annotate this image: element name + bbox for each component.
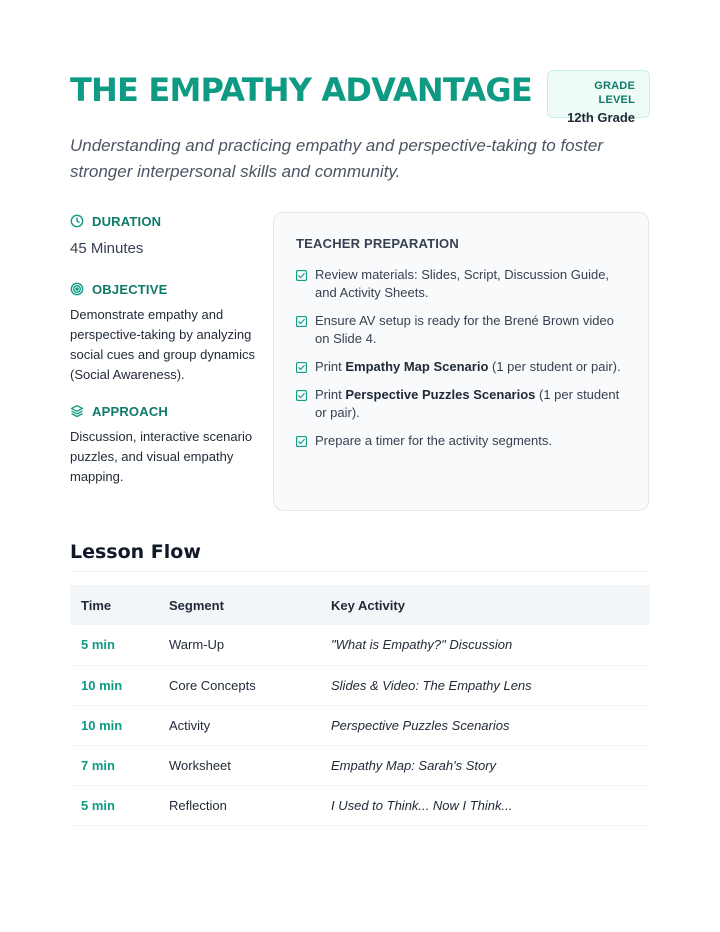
activity-cell: Perspective Puzzles Scenarios xyxy=(320,705,650,745)
checkbox-checked-icon xyxy=(296,316,307,327)
checklist-item-text: Review materials: Slides, Script, Discussion Guide, and Activity Sheets. xyxy=(315,267,610,300)
teacher-preparation-card xyxy=(273,212,649,511)
lesson-flow-table xyxy=(70,585,650,826)
approach-text: Discussion, interactive scenario puzzles, and visual empathy mapping. xyxy=(70,429,253,484)
lesson-flow-title: Lesson Flow xyxy=(70,541,201,563)
time-cell: 10 min xyxy=(70,705,158,745)
duration-label: DURATION xyxy=(92,213,162,229)
grade-level-label: GRADE LEVEL xyxy=(594,80,635,106)
segment-cell: Reflection xyxy=(158,785,320,825)
activity-cell: "What is Empathy?" Discussion xyxy=(320,625,650,665)
table-header-row xyxy=(70,585,650,625)
time-cell: 5 min xyxy=(70,625,158,665)
table-row xyxy=(70,785,650,825)
teacher-preparation-title: TEACHER PREPARATION xyxy=(296,236,459,251)
approach-heading xyxy=(70,401,260,421)
checklist-item xyxy=(296,266,626,302)
activity-cell: I Used to Think... Now I Think... xyxy=(320,785,650,825)
checklist-item-text: Ensure AV setup is ready for the Brené Brown video on Slide 4. xyxy=(315,313,614,346)
objective-heading xyxy=(70,279,260,299)
checklist-item xyxy=(296,358,626,376)
checklist-item-text: Prepare a timer for the activity segments. xyxy=(315,433,552,448)
objective-label: OBJECTIVE xyxy=(92,281,168,297)
grade-level-badge xyxy=(547,70,650,125)
table-row xyxy=(70,745,650,785)
table-row xyxy=(70,705,650,745)
page-title: THE EMPATHY ADVANTAGE xyxy=(70,71,532,109)
time-cell: 10 min xyxy=(70,665,158,705)
checklist-item xyxy=(296,432,626,450)
checklist-item xyxy=(296,312,626,348)
checkbox-checked-icon xyxy=(296,270,307,281)
segment-cell: Activity xyxy=(158,705,320,745)
segment-cell: Warm-Up xyxy=(158,625,320,665)
target-icon xyxy=(70,282,84,296)
table-row xyxy=(70,665,650,705)
column-header-time: Time xyxy=(70,585,158,625)
lesson-overview xyxy=(70,211,260,487)
time-cell: 5 min xyxy=(70,785,158,825)
checklist-item xyxy=(296,386,626,422)
activity-cell: Empathy Map: Sarah's Story xyxy=(320,745,650,785)
approach-label: APPROACH xyxy=(92,403,168,419)
segment-cell: Worksheet xyxy=(158,745,320,785)
activity-cell: Slides & Video: The Empathy Lens xyxy=(320,665,650,705)
checklist-item-text: Print Perspective Puzzles Scenarios (1 per student or pair). xyxy=(315,387,620,420)
checkbox-checked-icon xyxy=(296,362,307,373)
column-header-segment: Segment xyxy=(158,585,320,625)
duration-value: 45 Minutes xyxy=(70,240,144,257)
page-header xyxy=(70,70,650,125)
layers-icon xyxy=(70,404,84,418)
checklist-item-text: Print Empathy Map Scenario (1 per student or pair). xyxy=(315,359,621,374)
table-row xyxy=(70,625,650,665)
grade-level-value: 12th Grade xyxy=(567,110,635,125)
segment-cell: Core Concepts xyxy=(158,665,320,705)
time-cell: 7 min xyxy=(70,745,158,785)
column-header-key-activity: Key Activity xyxy=(320,585,650,625)
section-divider xyxy=(70,571,650,572)
preparation-checklist xyxy=(296,266,626,450)
objective-text: Demonstrate empathy and perspective-taking by analyzing social cues and group dynamics (Social Awareness). xyxy=(70,307,255,382)
checkbox-checked-icon xyxy=(296,436,307,447)
duration-heading xyxy=(70,211,260,231)
clock-icon xyxy=(70,214,84,228)
lesson-subtitle: Understanding and practicing empathy and perspective-taking to foster stronger interpersonal skills and community. xyxy=(70,136,603,181)
checkbox-checked-icon xyxy=(296,390,307,401)
